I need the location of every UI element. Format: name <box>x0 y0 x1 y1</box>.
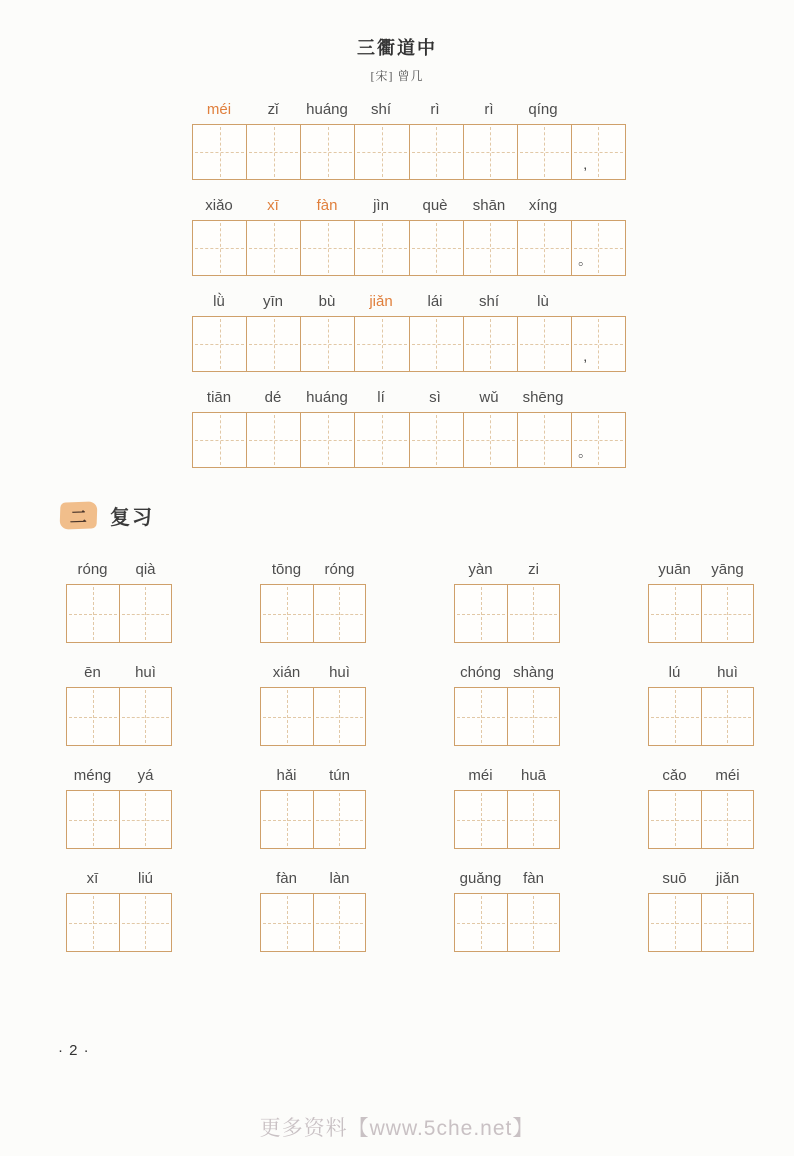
writing-cell <box>119 688 172 745</box>
writing-cell <box>300 221 354 275</box>
writing-cell <box>409 221 463 275</box>
pinyin-syllable: huā <box>520 767 547 784</box>
pinyin-syllable: xíng <box>528 197 558 214</box>
writing-cell <box>701 688 754 745</box>
pinyin-syllable: làn <box>329 870 350 887</box>
pinyin-syllable: jiǎn <box>715 870 740 887</box>
writing-grid <box>454 893 560 952</box>
pinyin-syllable: hǎi <box>276 767 297 784</box>
writing-cell <box>246 413 300 467</box>
pinyin-syllable: lú <box>668 664 681 681</box>
writing-grid <box>260 687 366 746</box>
pinyin-syllable: huì <box>717 664 738 681</box>
writing-cell <box>409 413 463 467</box>
writing-grid <box>648 790 754 849</box>
pinyin-line <box>66 766 172 786</box>
review-word-item <box>454 869 560 952</box>
review-word-item <box>66 560 172 643</box>
writing-cell <box>300 413 354 467</box>
writing-cell <box>463 317 517 371</box>
pinyin-empty-slot <box>570 292 624 312</box>
review-word-item <box>260 766 366 849</box>
writing-cell <box>246 221 300 275</box>
writing-cell <box>507 791 560 848</box>
punctuation-mark: 。 <box>578 443 593 460</box>
pinyin-syllable: yuān <box>658 561 691 578</box>
writing-cell <box>354 125 408 179</box>
writing-cell <box>701 894 754 951</box>
pinyin-syllable: xī <box>267 197 279 214</box>
pinyin-syllable: fàn <box>276 870 297 887</box>
review-word-item <box>260 869 366 952</box>
pinyin-syllable: jiǎn <box>369 293 393 310</box>
review-row <box>0 663 794 746</box>
pinyin-empty-slot <box>570 388 624 408</box>
pinyin-syllable: tōng <box>271 561 302 578</box>
pinyin-syllable: róng <box>324 561 355 578</box>
writing-grid <box>260 584 366 643</box>
writing-grid <box>454 584 560 643</box>
pinyin-syllable: liú <box>137 870 153 887</box>
writing-cell <box>507 688 560 745</box>
poem-row <box>0 100 794 180</box>
poem-row <box>0 292 794 372</box>
writing-cell <box>193 413 246 467</box>
pinyin-syllable: yīn <box>262 293 283 310</box>
writing-cell <box>67 791 119 848</box>
punctuation-mark: , <box>583 155 588 172</box>
pinyin-line <box>648 869 754 889</box>
poem-rows <box>0 100 794 468</box>
review-word-item <box>454 766 560 849</box>
writing-cell <box>701 791 754 848</box>
footer-watermark: 更多资料【www.5che.net】 <box>259 1117 535 1140</box>
pinyin-syllable: shēng <box>522 389 564 406</box>
review-row <box>0 560 794 643</box>
writing-cell <box>571 221 625 275</box>
pinyin-syllable: méng <box>73 767 112 784</box>
writing-grid <box>454 687 560 746</box>
writing-grid <box>260 790 366 849</box>
pinyin-empty-slot <box>570 100 624 120</box>
pinyin-syllable: shān <box>472 197 506 214</box>
review-word-item <box>648 766 754 849</box>
pinyin-syllable: yá <box>137 767 154 784</box>
pinyin-syllable: tún <box>329 767 350 784</box>
pinyin-syllable: shàng <box>513 664 554 681</box>
writing-cell <box>354 413 408 467</box>
review-rows <box>0 560 794 952</box>
writing-cell <box>67 894 119 951</box>
writing-cell <box>571 125 625 179</box>
pinyin-syllable: xī <box>86 870 99 887</box>
pinyin-syllable: qià <box>135 561 156 578</box>
review-word-item <box>66 766 172 849</box>
punctuation-mark: , <box>583 347 588 364</box>
pinyin-line <box>648 663 754 683</box>
pinyin-syllable: huáng <box>306 389 348 406</box>
writing-grid <box>192 220 626 276</box>
writing-cell <box>300 317 354 371</box>
writing-cell <box>517 125 571 179</box>
poem-title: 三衢道中 <box>357 38 437 58</box>
pinyin-line <box>454 560 560 580</box>
writing-cell <box>300 125 354 179</box>
pinyin-syllable: lái <box>427 293 443 310</box>
pinyin-syllable: jìn <box>373 197 389 214</box>
pinyin-syllable: méi <box>715 767 740 784</box>
writing-cell <box>571 317 625 371</box>
pinyin-syllable: shí <box>478 293 499 310</box>
pinyin-line <box>260 869 366 889</box>
pinyin-syllable: rì <box>484 101 494 118</box>
writing-cell <box>119 791 172 848</box>
pinyin-syllable: méi <box>468 767 493 784</box>
writing-cell <box>354 317 408 371</box>
writing-grid <box>66 584 172 643</box>
pinyin-syllable: dé <box>264 389 282 406</box>
pinyin-line <box>66 663 172 683</box>
writing-cell <box>261 894 313 951</box>
pinyin-syllable: huì <box>135 664 156 681</box>
pinyin-syllable: zǐ <box>267 101 279 118</box>
pinyin-syllable: fàn <box>316 197 338 214</box>
pinyin-empty-slot <box>570 196 624 216</box>
section-heading <box>60 498 794 532</box>
pinyin-syllable: lù <box>537 293 549 310</box>
writing-cell <box>571 413 625 467</box>
pinyin-syllable: lǜ <box>213 293 225 310</box>
writing-cell <box>649 585 701 642</box>
section-number-badge: 二 <box>60 501 98 529</box>
writing-grid <box>192 316 626 372</box>
pinyin-line <box>0 100 794 120</box>
writing-cell <box>463 221 517 275</box>
writing-cell <box>455 585 507 642</box>
review-word-item <box>648 560 754 643</box>
pinyin-syllable: tiān <box>206 389 232 406</box>
pinyin-syllable: xián <box>272 664 301 681</box>
review-row <box>0 869 794 952</box>
poem-author: [宋] 曾几 <box>370 69 424 83</box>
review-word-item <box>66 869 172 952</box>
writing-cell <box>67 688 119 745</box>
writing-cell <box>701 585 754 642</box>
pinyin-line <box>454 869 560 889</box>
writing-cell <box>119 585 172 642</box>
pinyin-syllable: guǎng <box>459 870 502 887</box>
writing-cell <box>507 585 560 642</box>
writing-grid <box>648 584 754 643</box>
writing-cell <box>313 894 366 951</box>
pinyin-line <box>0 388 794 408</box>
pinyin-syllable: huáng <box>306 101 348 118</box>
writing-cell <box>517 413 571 467</box>
pinyin-syllable: méi <box>206 101 232 118</box>
writing-cell <box>649 894 701 951</box>
pinyin-syllable: què <box>422 197 448 214</box>
writing-cell <box>119 894 172 951</box>
writing-cell <box>313 791 366 848</box>
writing-cell <box>313 688 366 745</box>
writing-cell <box>246 125 300 179</box>
pinyin-syllable: shí <box>370 101 391 118</box>
writing-cell <box>313 585 366 642</box>
writing-grid <box>648 687 754 746</box>
pinyin-line <box>0 292 794 312</box>
writing-cell <box>261 688 313 745</box>
writing-grid <box>454 790 560 849</box>
poem-row <box>0 388 794 468</box>
writing-grid <box>66 790 172 849</box>
writing-cell <box>409 317 463 371</box>
pinyin-syllable: qíng <box>528 101 558 118</box>
review-row <box>0 766 794 849</box>
poem-row <box>0 196 794 276</box>
pinyin-syllable: huì <box>329 664 350 681</box>
pinyin-syllable: wǔ <box>479 389 499 406</box>
writing-cell <box>409 125 463 179</box>
writing-cell <box>649 791 701 848</box>
pinyin-line <box>260 560 366 580</box>
pinyin-line <box>454 766 560 786</box>
review-word-item <box>260 663 366 746</box>
writing-grid <box>648 893 754 952</box>
writing-cell <box>455 894 507 951</box>
pinyin-line <box>66 560 172 580</box>
writing-cell <box>455 688 507 745</box>
pinyin-line <box>454 663 560 683</box>
pinyin-line <box>648 560 754 580</box>
pinyin-syllable: yāng <box>711 561 744 578</box>
writing-cell <box>193 317 246 371</box>
review-word-item <box>66 663 172 746</box>
writing-grid <box>66 893 172 952</box>
punctuation-mark: 。 <box>578 251 593 268</box>
writing-cell <box>517 317 571 371</box>
pinyin-syllable: cǎo <box>662 767 687 784</box>
review-word-item <box>648 663 754 746</box>
writing-cell <box>261 585 313 642</box>
writing-cell <box>463 413 517 467</box>
pinyin-syllable: xiǎo <box>205 197 233 214</box>
pinyin-syllable: suō <box>662 870 687 887</box>
writing-cell <box>193 125 246 179</box>
pinyin-line <box>0 196 794 216</box>
writing-cell <box>246 317 300 371</box>
writing-grid <box>192 124 626 180</box>
writing-cell <box>354 221 408 275</box>
pinyin-line <box>260 766 366 786</box>
pinyin-syllable: rì <box>430 101 440 118</box>
pinyin-syllable: chóng <box>460 664 501 681</box>
section-label: 复习 <box>110 506 154 529</box>
pinyin-syllable: zi <box>528 561 539 578</box>
writing-grid <box>192 412 626 468</box>
writing-cell <box>455 791 507 848</box>
writing-cell <box>507 894 560 951</box>
writing-cell <box>67 585 119 642</box>
review-word-item <box>454 663 560 746</box>
review-word-item <box>260 560 366 643</box>
writing-cell <box>517 221 571 275</box>
review-word-item <box>454 560 560 643</box>
writing-cell <box>261 791 313 848</box>
pinyin-line <box>648 766 754 786</box>
writing-cell <box>463 125 517 179</box>
pinyin-syllable: fàn <box>523 870 544 887</box>
writing-grid <box>66 687 172 746</box>
pinyin-syllable: bù <box>318 293 336 310</box>
pinyin-syllable: róng <box>77 561 108 578</box>
review-word-item <box>648 869 754 952</box>
pinyin-line <box>66 869 172 889</box>
pinyin-syllable: sì <box>429 389 441 406</box>
pinyin-syllable: yàn <box>468 561 493 578</box>
writing-cell <box>649 688 701 745</box>
pinyin-syllable: lí <box>377 389 385 406</box>
writing-cell <box>193 221 246 275</box>
pinyin-syllable: ēn <box>84 664 101 681</box>
pinyin-line <box>260 663 366 683</box>
writing-grid <box>260 893 366 952</box>
page-number: · 2 · <box>58 1042 90 1059</box>
